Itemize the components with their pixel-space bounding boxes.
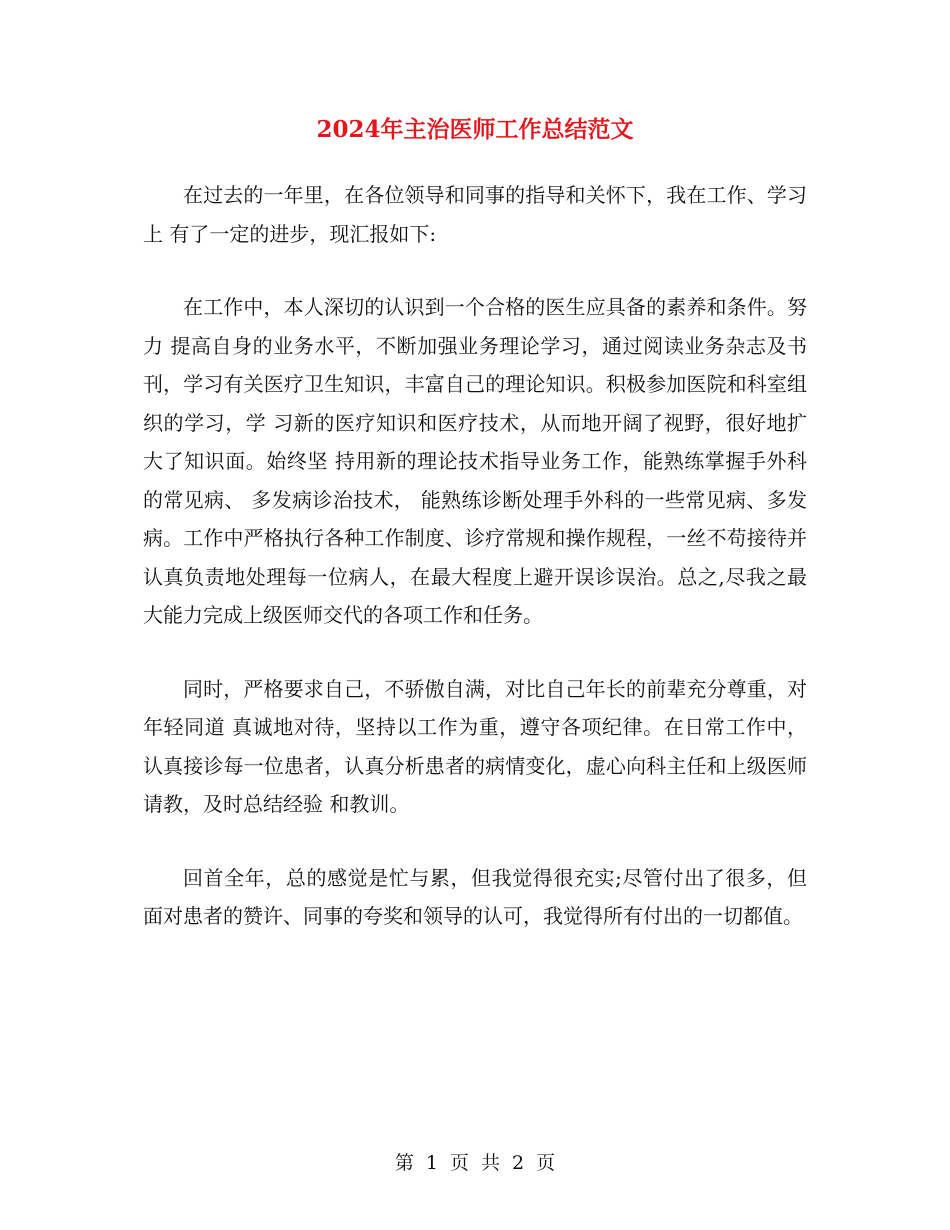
paragraph-intro: 在过去的一年里，在各位领导和同事的指导和关怀下，我在工作、学习上 有了一定的进步，现汇报如下: bbox=[143, 183, 807, 246]
paragraph-conclusion: 回首全年，总的感觉是忙与累，但我觉得很充实;尽管付出了很多，但面对患者的赞许、同事的夸奖和领导的认可，我觉得所有付出的一切都值。 bbox=[143, 865, 807, 928]
document-title: 2024年主治医师工作总结范文 bbox=[316, 116, 634, 143]
paragraph-conduct: 同时，严格要求自己，不骄傲自满，对比自己年长的前辈充分尊重，对年轻同道 真诚地对待，坚持以工作为重，遵守各项纪律。在日常工作中，认真接诊每一位患者，认真分析患者的病情变化，虚心向科主任和上级医师请教，及时总结经验 和教训。 bbox=[143, 676, 807, 816]
paragraph-work: 在工作中，本人深切的认识到一个合格的医生应具备的素养和条件。努力 提高自身的业务水平，不断加强业务理论学习，通过阅读业务杂志及书刊，学习有关医疗卫生知识，丰富自己的理论知识。积极参加医院和科室组织的学习，学 习新的医疗知识和医疗技术，从而地开阔了视野，很好地扩大了知识面。始终坚 持用新的理论技术指导业务工作，能熟练掌握手外科的常见病、 多发病诊治技术， 能熟练诊断处理手外科的一些常见病、多发病。工作中严格执行各种工作制度、诊疗常规和操作规程，一丝不苟接待并认真负责地处理每一位病人，在最大程度上避开误诊误治。总之,尽我之最大能力完成上级医师交代的各项工作和任务。 bbox=[143, 295, 807, 627]
page-footer: 第 1 页 共 2 页 bbox=[394, 1152, 556, 1174]
document-body bbox=[143, 176, 807, 971]
